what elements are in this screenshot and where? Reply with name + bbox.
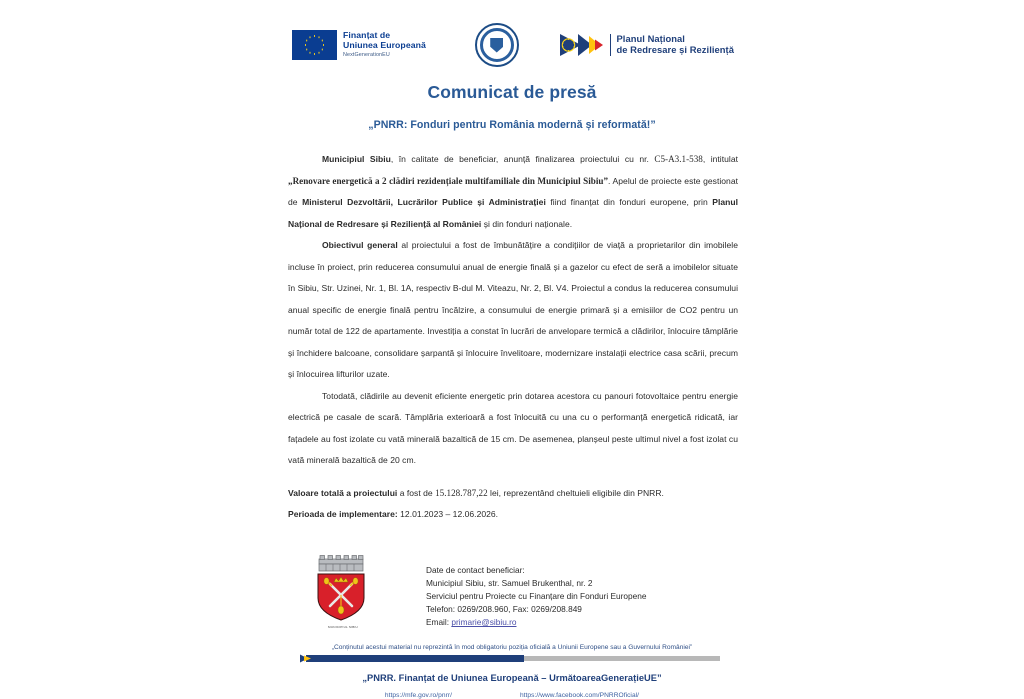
period-line [288, 504, 738, 526]
paragraph-2 [288, 235, 738, 386]
period-label: Perioada de implementare: [288, 509, 398, 519]
eu-logo-text [343, 30, 426, 58]
contact-section [282, 554, 742, 630]
eu-logo-line1: Finanțat de [343, 30, 391, 40]
contact-line-3: Serviciul pentru Proiecte cu Finanțare din Fonduri Europene [426, 590, 647, 601]
coat-of-arms-caption: MUNICIPIUL SIBIU [328, 624, 358, 629]
eu-logo-line2: Uniunea Europeană [343, 39, 426, 50]
eu-stars-circle [306, 36, 324, 54]
value-t1: a fost de [397, 487, 436, 498]
pnrr-logo-line2: de Redresare și Reziliență [616, 44, 734, 55]
contact-email-row [426, 616, 646, 629]
contact-email-label: Email: [426, 617, 452, 628]
p2-text: al proiectului a fost de îmbunătățire a condițiilor de viață a proprietarilor din imobilele incluse în proiect, prin reducerea consumului anual de energie finală și a gazelor cu efect de seră a imobilelor situate în Sibiu, Str. Uzinei, Nr. 1, Bl. 1A, respectiv B-dul M. Viteazu, Nr. 2, Bl. V4. Proiectul a condus la reducerea consumului anual specific de energie finală pentru încălzire, a consumului de energie primară și a emisiilor de CO2 pentru un număr total de 122 de apartamente. Investiția a constat în lucrări de anvelopare termică a clădirilor, înlocuire tâmplărie și închidere balcoane, consolidare șarpantă și înlocuire învelitoare, modernizare instalații electrice casa scării, precum și înlocuirea lifturilor uzate. [288, 240, 738, 379]
contact-email-link[interactable]: primarie@sibiu.ro [451, 617, 517, 628]
p1-t5: și din fonduri naționale. [481, 218, 573, 229]
p1-t1: , în calitate de beneficiar, anunță finalizarea proiectului cu nr. [390, 154, 655, 164]
p1-lead: Municipiul Sibiu [322, 154, 391, 164]
eu-logo-line3: NextGenerationEU [343, 51, 390, 58]
period-value: 12.01.2023 – 12.06.2026. [397, 509, 499, 519]
page-subtitle: „PNRR: Fonduri pentru România modernă și reformată!” [368, 119, 656, 131]
eu-flag-icon [292, 30, 337, 60]
page-title: Comunicat de presă [427, 82, 597, 102]
footer-link-mfe[interactable]: https://mfe.gov.ro/pnrr/ [384, 691, 452, 699]
paragraph-1 [288, 149, 738, 235]
footer-ribbon [282, 654, 742, 663]
value-line [288, 483, 738, 505]
contact-line-1: Date de contact beneficiar: [426, 564, 525, 575]
romania-government-seal-icon [475, 23, 519, 67]
footer-links [282, 692, 742, 699]
contact-line-4: Telefon: 0269/208.960, Fax: 0269/208.849 [426, 604, 582, 615]
p1-plan: Planul Național de Redresare și Reziliență al României [288, 197, 738, 229]
sibiu-coat-of-arms [310, 554, 376, 629]
p1-project-code: C5-A3.1-538 [654, 154, 703, 164]
contact-details [426, 554, 646, 630]
footer-link-facebook[interactable]: https://www.facebook.com/PNRROficial/ [519, 691, 640, 699]
p1-t4: fiind finanțat din fonduri europene, prin [545, 197, 713, 207]
ribbon-arrow-icon [300, 654, 312, 663]
value-t2: lei, reprezentând cheltuieli eligibile din PNRR. [487, 487, 664, 498]
body-text [282, 149, 742, 526]
p1-t3: . Apelul de proiecte este gestionat de [288, 175, 738, 207]
p3-text: Totodată, clădirile au devenit eficiente energetic prin dotarea acestora cu panouri fotovoltaice pentru energie electrică pe casale de scară. Tâmplăria exterioară a fost înlocuită cu una cu o performanță energetică ridicată, iar fațadele au fost izolate cu vată minerală bazaltică de 15 cm. De asemenea, planșeul peste ultimul nivel a fost izolat cu vată minerală bazaltică de 20 cm. [288, 390, 738, 465]
pnrr-arrows-icon [559, 32, 605, 58]
value-amount: 15.128.787,22 [435, 487, 488, 498]
paragraph-3 [288, 386, 738, 472]
contact-line-2: Municipiul Sibiu, str. Samuel Brukenthal, nr. 2 [426, 577, 593, 588]
pnrr-logo [559, 32, 734, 58]
ribbon-blue-bar [306, 655, 524, 662]
value-label: Valoare totală a proiectului [288, 487, 398, 498]
document-body [282, 0, 742, 699]
p1-project-name: „Renovare energetică a 2 clădiri rezidențiale multifamiliale din Municipiul Sibiu” [288, 175, 609, 186]
pnrr-logo-line1: Planul Național [616, 33, 685, 45]
footer-disclaimer: „Conținutul acestui material nu reprezintă în mod obligatoriu poziția oficială a Uniunii Europene sau a Guvernului României” [331, 643, 693, 651]
eu-funding-logo [292, 30, 426, 60]
pnrr-logo-text [610, 34, 734, 56]
p1-ministry: Ministerul Dezvoltării, Lucrărilor Publice și Administrației [302, 197, 546, 207]
sibiu-coat-of-arms-icon [310, 554, 372, 624]
p1-t2: , intitulat [702, 154, 738, 164]
footer-title: „PNRR. Finanțat de Uniunea Europeană – UrmătoareaGenerațieUE” [362, 672, 662, 683]
header-logo-row [282, 0, 742, 68]
p2-lead: Obiectivul general [322, 240, 398, 250]
